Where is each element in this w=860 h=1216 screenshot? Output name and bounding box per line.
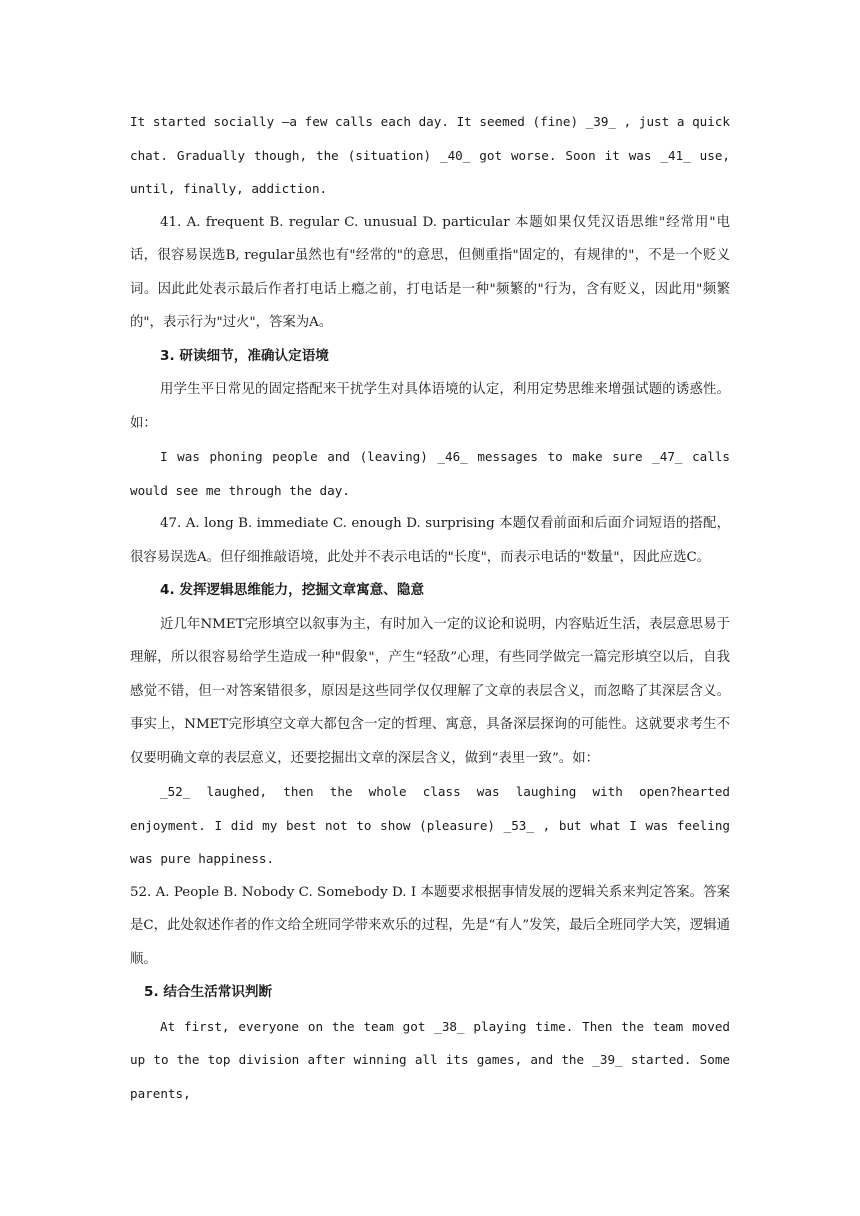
section-heading-5: 5. 结合生活常识判断 xyxy=(144,984,273,1000)
paragraph-section-3-intro: 用学生平日常见的固定搭配来干扰学生对具体语境的认定，利用定势思维来增强试题的诱惑性。如： xyxy=(130,382,730,431)
paragraph-passage-46: I was phoning people and (leaving) _46_ messages to make sure _47_ calls would see me through the day. xyxy=(130,449,730,498)
paragraph-passage-39: It started socially —a few calls each day. It seemed (fine) _39_ , just a quick chat. Gradually though, the (situation) _40_ got worse. Soon it was _41_ use, until, finally, addiction. xyxy=(130,114,730,196)
section-heading-4: 4. 发挥逻辑思维能力，挖掘文章寓意、隐意 xyxy=(160,582,425,598)
paragraph-passage-38: At first, everyone on the team got _38_ playing time. Then the team moved up to the top division after winning all its games, and the _39_ started. Some parents, xyxy=(130,1018,730,1101)
paragraph-question-47: 47. A. long B. immediate C. enough D. surprising 本题仅看前面和后面介词短语的搭配，很容易误选A。但仔细推敲语境，此处并不表示电话的"长度"，而表示电话的"数量"，因此应选C。 xyxy=(130,516,730,565)
paragraph-passage-52: _52_ laughed, then the whole class was laughing with open?hearted enjoyment. I did my best not to show (pleasure) _53_ , but what I was feeling was pure happiness. xyxy=(130,784,730,866)
paragraph-question-41: 41. A. frequent B. regular C. unusual D. particular 本题如果仅凭汉语思维"经常用"电话，很容易误选B, regular虽然也有"经常的"的意思，但侧重指"固定的，有规律的"，不是一个贬义词。因此此处表示最后作者打电话上瘾之前，打电话是一种"频繁的"行为，含有贬义，因此用"频繁的"，表示行为"过火"，答案为A。 xyxy=(130,214,730,330)
paragraph-question-52: 52. A. People B. Nobody C. Somebody D. I 本题要求根据事情发展的逻辑关系来判定答案。答案是C，此处叙述作者的作文给全班同学带来欢乐的过程，先是“有人”发笑，最后全班同学大笑，逻辑通顺。 xyxy=(130,884,730,967)
paragraph-section-4-intro: 近几年NMET完形填空以叙事为主，有时加入一定的议论和说明，内容贴近生活，表层意思易于理解，所以很容易给学生造成一种"假象"，产生“轻敌”心理，有些同学做完一篇完形填空以后，自我感觉不错，但一对答案错很多，原因是这些同学仅仅理解了文章的表层含义，而忽略了其深层含义。事实上，NMET完形填空文章大都包含一定的哲理、寓意，具备深层探询的可能性。这就要求考生不仅要明确文章的表层意义，还要挖掘出文章的深层含义，做到“表里一致”。如： xyxy=(130,616,730,766)
section-heading-3: 3. 研读细节，准确认定语境 xyxy=(160,347,329,364)
document-page xyxy=(130,105,730,1110)
